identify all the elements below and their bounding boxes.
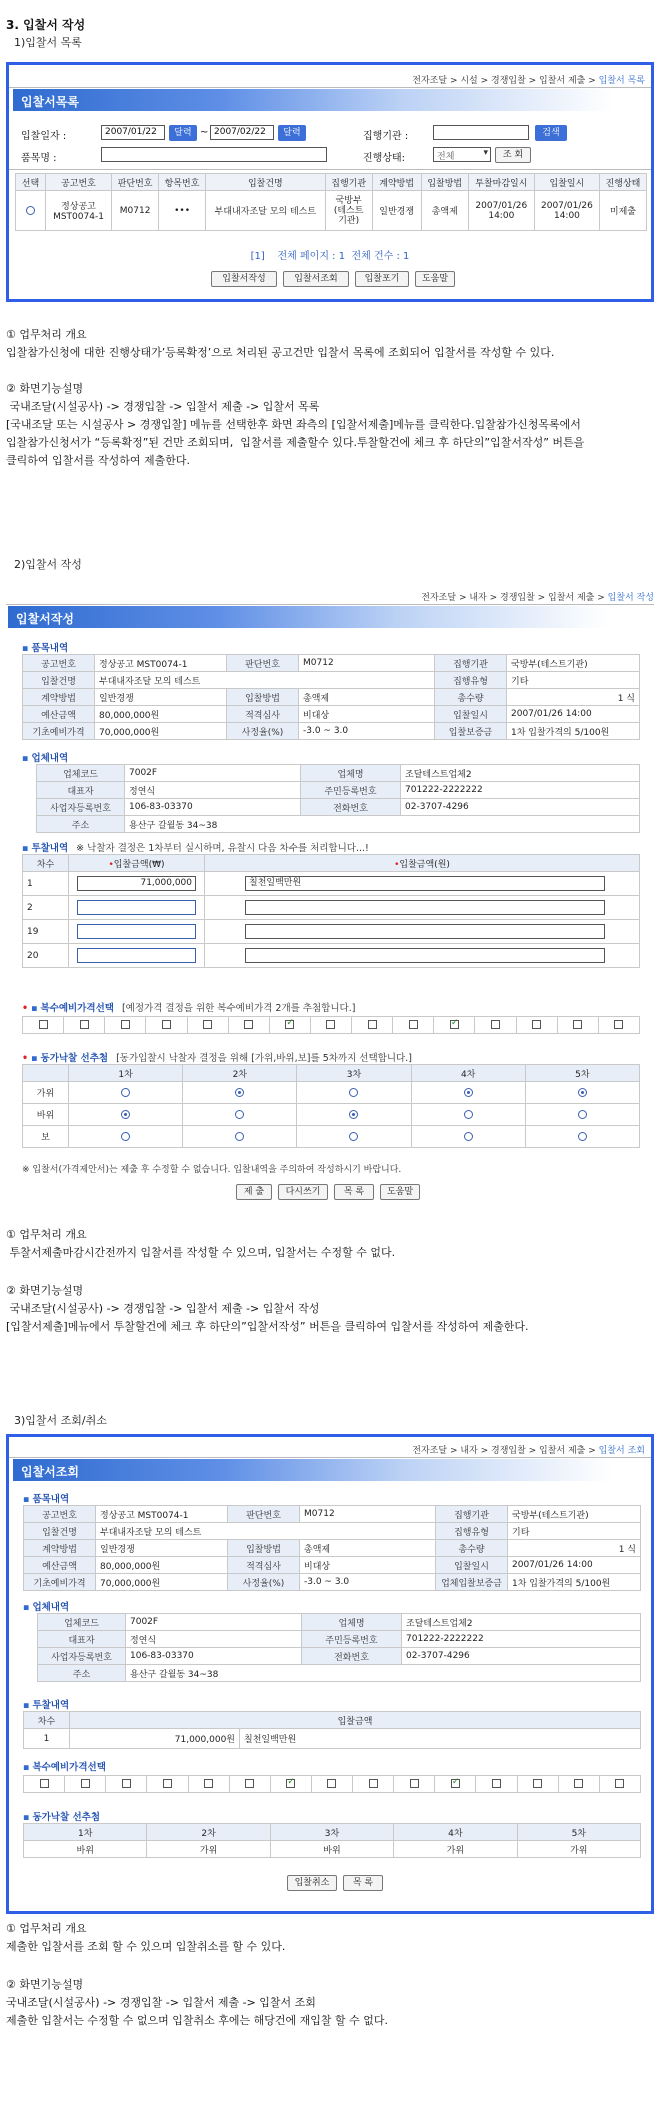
reserve-price-checkbox[interactable]: [40, 1779, 49, 1788]
list-button[interactable]: 목 록: [334, 1184, 374, 1200]
list-button[interactable]: 목 록: [343, 1875, 383, 1891]
item-info-table: 공고번호 정상공고 MST0074-1 판단번호 M0712 집행기관 국방부(테스트기관) 입찰건명 부대내자조달 모의 테스트 집행유형 기타 계약방법 일반경쟁 입찰방법 총액제 총수량 1 식 예산금액 80,000,000원 적격심사 비대상 입찰일시 2007/01/26 14:00 기초예비가격 70,000,000원 사정율(%) -3.0 ~ 3.0 업체입찰보증금 1차 입찰가격의 5/100원: [23, 1505, 641, 1591]
bid-amount-input[interactable]: [77, 900, 196, 915]
reserve-price-checkbox[interactable]: [121, 1020, 130, 1029]
page-title: 입찰서조회: [13, 1459, 613, 1481]
item-name-input[interactable]: [101, 147, 327, 162]
bid-row: 1 71,000,000원 칠천일백만원: [24, 1729, 641, 1749]
vendor-section-title: ▪ 업체내역: [22, 753, 69, 764]
tie-draw-radio[interactable]: [578, 1088, 587, 1097]
subtitle-bid-write: 2)입찰서 작성: [14, 558, 82, 571]
tie-draw-radio[interactable]: [235, 1110, 244, 1119]
reserve-price-checkbox[interactable]: [451, 1779, 460, 1788]
bid-list-panel: [6, 62, 654, 302]
tie-draw-radio[interactable]: [464, 1110, 473, 1119]
bid-row: 2: [23, 896, 640, 920]
reserve-price-checkbox[interactable]: [245, 1779, 254, 1788]
date-tilde: ~: [200, 127, 209, 138]
write-bid-button[interactable]: 입찰서작성: [211, 271, 277, 287]
desc2-line: 입찰참가신청서가 “등록확정”된 건만 조회되며, 입찰서를 제출할수 있다.투찰할건에 체크 후 하단의”입찰서작성” 버튼을: [6, 436, 585, 449]
bid-amount-words-input[interactable]: [245, 924, 605, 939]
reserve-price-checkbox[interactable]: [533, 1779, 542, 1788]
bid-amount-words-input[interactable]: 칠천일백만원: [245, 876, 605, 891]
reserve-price-checkbox[interactable]: [39, 1020, 48, 1029]
bid-amount-input[interactable]: [77, 948, 196, 963]
rewrite-button[interactable]: 다시쓰기: [278, 1184, 328, 1200]
reserve-price-checkbox[interactable]: [286, 1779, 295, 1788]
tie-draw-radio[interactable]: [464, 1132, 473, 1141]
item-info-table: 공고번호 정상공고 MST0074-1 판단번호 M0712 집행기관 국방부(테스트기관) 입찰건명 부대내자조달 모의 테스트 집행유형 기타 계약방법 일반경쟁 입찰방법 총액제 총수량 1 식 예산금액 80,000,000원 적격심사 비대상 입찰일시 2007/01/26 14:00 기초예비가격 70,000,000원 사정율(%) -3.0 ~ 3.0 입찰보증금 1차 입찰가격의 5/100원: [22, 654, 640, 740]
chevron-down-icon: ▾: [483, 148, 488, 158]
warning-note: ※ 입찰서(가격제안서)는 제출 후 수정할 수 없습니다. 입찰내역을 주의하여 작성하시기 바랍니다.: [22, 1165, 402, 1175]
calendar-to-button[interactable]: 달력: [278, 125, 306, 141]
reserve-price-checkbox[interactable]: [492, 1779, 501, 1788]
desc1-title: ① 업무처리 개요: [6, 1228, 87, 1241]
tie-draw-radio[interactable]: [464, 1088, 473, 1097]
breadcrumb: 전자조달 > 내자 > 경쟁입찰 > 입찰서 제출 > 입찰서 작성: [421, 593, 654, 603]
give-up-bid-button[interactable]: 입찰포기: [355, 271, 409, 287]
desc1-title: ① 업무처리 개요: [6, 328, 87, 341]
reserve-price-table: [23, 1775, 641, 1793]
desc2-title: ② 화면기능설명: [6, 1284, 84, 1297]
bid-row: 19: [23, 920, 640, 944]
breadcrumb: 전자조달 > 내자 > 경쟁입찰 > 입찰서 제출 > 입찰서 조회: [412, 1446, 645, 1456]
desc2-line: [국내조달 또는 시설공사 > 경쟁입찰] 메뉴를 선택한후 화면 좌측의 [입찰서제출]메뉴를 클릭한다.입찰참가신청목록에서: [6, 418, 581, 431]
desc2-line: 국내조달(시설공사) -> 경쟁입찰 -> 입찰서 제출 -> 입찰서 작성: [6, 1302, 320, 1315]
view-bid-button[interactable]: 입찰서조회: [283, 271, 349, 287]
tie-draw-radio[interactable]: [235, 1088, 244, 1097]
reserve-price-checkbox[interactable]: [573, 1020, 582, 1029]
table-row[interactable]: 정상공고 MST0074-1 M0712 ••• 부대내자조달 모의 테스트 국방부 (테스트 기관) 일반경쟁 총액제 2007/01/26 14:00 2007/01/26 14:00 미제출: [16, 191, 647, 231]
reserve-price-checkbox[interactable]: [285, 1020, 294, 1029]
status-select[interactable]: 전체 ▾: [433, 147, 491, 162]
reserve-price-checkbox[interactable]: [369, 1779, 378, 1788]
section-title: 3. 입찰서 작성: [6, 18, 86, 32]
tie-draw-radio[interactable]: [578, 1110, 587, 1119]
date-to-input[interactable]: 2007/02/22: [210, 125, 274, 140]
desc1-text: 제출한 입찰서를 조회 할 수 있으며 입찰취소를 할 수 있다.: [6, 1940, 286, 1953]
desc2-line: 국내조달(시설공사) -> 경쟁입찰 -> 입찰서 제출 -> 입찰서 조회: [6, 1996, 316, 2009]
desc2-title: ② 화면기능설명: [6, 1978, 84, 1991]
desc2-title: ② 화면기능설명: [6, 382, 84, 395]
tie-section-title: • ▪ 동가낙찰 선추첨 [동가입찰시 낙찰자 결정을 위해 [가위,바위,보]를 5차까지 선택합니다.]: [22, 1053, 412, 1064]
reserve-price-checkbox[interactable]: [327, 1779, 336, 1788]
reserve-price-checkbox[interactable]: [450, 1020, 459, 1029]
agency-label: 집행기관 :: [363, 131, 409, 142]
reserve-price-checkbox[interactable]: [122, 1779, 131, 1788]
item-name-label: 품목명 :: [21, 153, 57, 164]
bid-row: 1 71,000,000 칠천일백만원: [23, 872, 640, 896]
date-label: 입찰일자 :: [21, 131, 67, 142]
tie-row-label: 바위: [23, 1104, 69, 1126]
reserve-price-checkbox[interactable]: [244, 1020, 253, 1029]
item-section-title: ▪ 품목내역: [23, 1494, 70, 1505]
tie-draw-radio[interactable]: [349, 1110, 358, 1119]
cancel-bid-button[interactable]: 입찰취소: [287, 1875, 337, 1891]
bid-list-table: [15, 173, 647, 231]
reserve-price-checkbox[interactable]: [409, 1020, 418, 1029]
tie-draw-radio[interactable]: [578, 1132, 587, 1141]
reserve-price-checkbox[interactable]: [326, 1020, 335, 1029]
tie-row-label: 가위: [23, 1082, 69, 1104]
help-button[interactable]: 도움말: [380, 1184, 420, 1200]
page-title: 입찰서작성: [8, 606, 608, 628]
bid-amount-input[interactable]: 71,000,000: [77, 876, 196, 891]
tie-row-label: 보: [23, 1126, 69, 1148]
reserve-price-checkbox[interactable]: [614, 1020, 623, 1029]
subtitle-bid-list: 1)입찰서 목록: [14, 36, 82, 49]
bid-section-title: ▪ 투찰내역 ※ 낙찰자 결정은 1차부터 실시하며, 유찰시 다음 차수를 처리합니다...!: [22, 843, 369, 854]
bid-section-title: ▪ 투찰내역: [23, 1700, 70, 1711]
bid-amount-words-input[interactable]: [245, 948, 605, 963]
bid-amount-words-input[interactable]: [245, 900, 605, 915]
help-button[interactable]: 도움말: [415, 271, 455, 287]
reserve-price-checkbox[interactable]: [162, 1020, 171, 1029]
tie-draw-table: 1차 2차 3차 4차 5차 바위 가위 바위 가위 가위: [23, 1823, 641, 1858]
desc2-line: 클릭하여 입찰서를 작성하여 제출한다.: [6, 454, 191, 467]
subtitle-bid-view: 3)입찰서 조회/취소: [14, 1414, 107, 1427]
tie-draw-radio[interactable]: [349, 1088, 358, 1097]
vendor-section-title: ▪ 업체내역: [23, 1602, 70, 1613]
date-from-input[interactable]: 2007/01/22: [101, 125, 165, 140]
bid-row: 20: [23, 944, 640, 968]
reserve-price-checkbox[interactable]: [81, 1779, 90, 1788]
reserve-price-checkbox[interactable]: [203, 1020, 212, 1029]
query-button[interactable]: 조 회: [495, 147, 531, 163]
tie-section-title: ▪ 동가낙찰 선추첨: [23, 1812, 100, 1823]
status-label: 진행상태:: [363, 153, 406, 164]
bid-amount-table: 차수 입찰금액 1 71,000,000원 칠천일백만원: [23, 1711, 641, 1749]
bid-amount-table: 차수 •입찰금액(₩) •입찰금액(원) 1 71,000,000 칠천일백만원 2 19 20: [22, 854, 640, 968]
tie-draw-radio[interactable]: [121, 1088, 130, 1097]
breadcrumb: 전자조달 > 시설 > 경쟁입찰 > 입찰서 제출 > 입찰서 목록: [412, 76, 645, 86]
bid-view-panel: [6, 1434, 654, 1914]
tie-draw-radio[interactable]: [349, 1132, 358, 1141]
table-header: 선택 공고번호 판단번호 항목번호 입찰건명 집행기관 계약방법 입찰방법 투찰마감일시 입찰일시 진행상태: [16, 174, 647, 191]
reserve-price-checkbox[interactable]: [80, 1020, 89, 1029]
tie-draw-radio[interactable]: [121, 1132, 130, 1141]
tie-draw-radio[interactable]: [235, 1132, 244, 1141]
desc1-title: ① 업무처리 개요: [6, 1922, 87, 1935]
agency-search-button[interactable]: 검색: [535, 125, 567, 141]
reserve-price-checkbox[interactable]: [491, 1020, 500, 1029]
desc2-line: 제출한 입찰서는 수정할 수 없으며 입찰취소 후에는 해당건에 재입찰 할 수 없다.: [6, 2014, 388, 2027]
vendor-info-table: 업체코드 7002F 업체명 조달테스트업체2 대표자 정연식 주민등록번호 701222-2222222 사업자등록번호 106-83-03370 전화번호 02-3707-4296 주소 용산구 갈월동 34~38: [36, 764, 640, 833]
reserve-price-table: [22, 1016, 640, 1034]
reserve-price-checkbox[interactable]: [574, 1779, 583, 1788]
select-radio[interactable]: [26, 206, 35, 215]
reserve-section-title: ▪ 복수예비가격선택: [23, 1762, 106, 1773]
agency-input[interactable]: [433, 125, 529, 140]
reserve-price-checkbox[interactable]: [368, 1020, 377, 1029]
desc2-line: [입찰서제출]메뉴에서 투찰할건에 체크 후 하단의”입찰서작성” 버튼을 클릭하여 입찰서를 작성하여 제출한다.: [6, 1320, 529, 1333]
tie-draw-table: 1차 2차 3차 4차 5차 가위 바위 보: [22, 1064, 640, 1148]
bid-amount-input[interactable]: [77, 924, 196, 939]
calendar-from-button[interactable]: 달력: [169, 125, 197, 141]
page-title: 입찰서목록: [13, 89, 613, 111]
reserve-price-checkbox[interactable]: [163, 1779, 172, 1788]
paging-info: [1] 전체 페이지 : 1 전체 건수 : 1: [250, 251, 410, 262]
vendor-info-table: 업체코드 7002F 업체명 조달테스트업체2 대표자 정연식 주민등록번호 701222-2222222 사업자등록번호 106-83-03370 전화번호 02-3707-4296 주소 용산구 갈월동 34~38: [37, 1613, 641, 1682]
reserve-price-checkbox[interactable]: [410, 1779, 419, 1788]
desc1-text: 입찰참가신청에 대한 진행상태가’등록확정’으로 처리된 공고건만 입찰서 목록에 조회되어 입찰서를 작성할 수 있다.: [6, 346, 555, 359]
submit-button[interactable]: 제 출: [236, 1184, 272, 1200]
tie-draw-radio[interactable]: [121, 1110, 130, 1119]
reserve-section-title: • ▪ 복수예비가격선택 [예정가격 결정을 위한 복수예비가격 2개를 추첨합니다.]: [22, 1003, 356, 1014]
reserve-price-checkbox[interactable]: [615, 1779, 624, 1788]
desc2-line: 국내조달(시설공사) -> 경쟁입찰 -> 입찰서 제출 -> 입찰서 목록: [6, 400, 320, 413]
reserve-price-checkbox[interactable]: [204, 1779, 213, 1788]
reserve-price-checkbox[interactable]: [532, 1020, 541, 1029]
item-section-title: ▪ 품목내역: [22, 643, 69, 654]
desc1-text: 투찰서제출마감시간전까지 입찰서를 작성할 수 있으며, 입찰서는 수정할 수 없다.: [6, 1246, 396, 1259]
